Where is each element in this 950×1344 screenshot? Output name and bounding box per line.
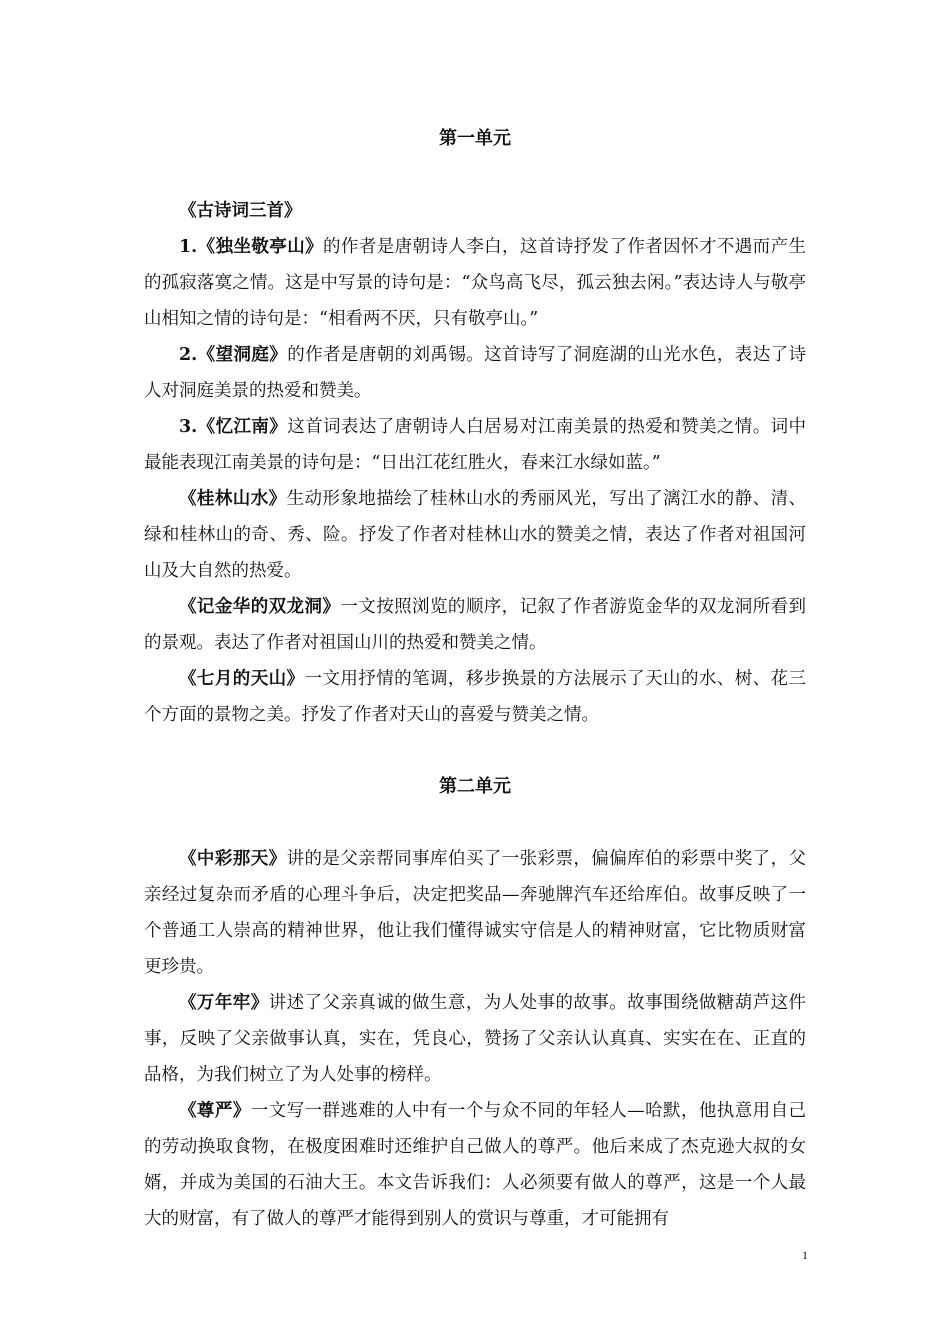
unit1-subtitle: 《古诗词三首》 xyxy=(179,201,302,221)
paragraph-text: 这首词表达了唐朝诗人白居易对江南美景的热爱和赞美之情。词中最能表现江南美景的诗句是：“日出江花红胜火，春来江水绿如蓝。” xyxy=(144,417,806,473)
paragraph xyxy=(144,1093,806,1237)
paragraph-lead: 《记金华的双龙洞》 xyxy=(179,597,341,617)
paragraph-text: 生动形象地描绘了桂林山水的秀丽风光，写出了漓江水的静、清、绿和桂林山的奇、秀、险。抒发了作者对桂林山水的赞美之情，表达了作者对祖国河山及大自然的热爱。 xyxy=(144,489,807,581)
paragraph-lead: 《桂林山水》 xyxy=(179,489,287,509)
paragraph-text: 一文按照浏览的顺序，记叙了作者游览金华的双龙洞所看到的景观。表达了作者对祖国山川的热爱和赞美之情。 xyxy=(144,597,807,653)
page-content xyxy=(144,121,806,1237)
spacer xyxy=(144,157,806,193)
paragraph-text: 的作者是唐朝的刘禹锡。这首诗写了洞庭湖的山光水色，表达了诗人对洞庭美景的热爱和赞美。 xyxy=(144,345,806,401)
paragraph xyxy=(144,409,806,481)
paragraph xyxy=(144,841,806,985)
paragraph-text: 一文写一群逃难的人中有一个与众不同的年轻人—哈默，他执意用自己的劳动换取食物，在极度困难时还维护自己做人的尊严。他后来成了杰克逊大叔的女婿，并成为美国的石油大王。本文告诉我们：人必须要有做人的尊严，这是一个人最大的财富，有了做人的尊严才能得到别人的赏识与尊重，才可能拥有 xyxy=(144,1101,807,1229)
paragraph-text: 一文用抒情的笔调，移步换景的方法展示了天山的水、树、花三个方面的景物之美。抒发了作者对天山的喜爱与赞美之情。 xyxy=(144,669,807,725)
paragraph xyxy=(144,661,806,733)
paragraph xyxy=(144,589,806,661)
paragraph-lead: 2.《望洞庭》 xyxy=(179,345,288,365)
paragraph-lead: 1.《独坐敬亭山》 xyxy=(179,237,323,257)
spacer xyxy=(144,805,806,841)
spacer xyxy=(144,733,806,769)
paragraph-lead: 《万年牢》 xyxy=(179,993,269,1013)
paragraph-lead: 3.《忆江南》 xyxy=(179,417,288,437)
paragraph-text: 的作者是唐朝诗人李白，这首诗抒发了作者因怀才不遇而产生的孤寂落寞之情。这是中写景的诗句是：“众鸟高飞尽，孤云独去闲。”表达诗人与敬亭山相知之情的诗句是：“相看两不厌，只有敬亭山。” xyxy=(144,237,806,329)
page-number: 1 xyxy=(802,1248,808,1262)
paragraph-lead: 《中彩那天》 xyxy=(179,849,287,869)
unit2-title: 第二单元 xyxy=(439,776,511,797)
paragraph xyxy=(144,985,806,1093)
paragraph-lead: 《尊严》 xyxy=(179,1101,251,1121)
paragraph-text: 讲的是父亲帮同事库伯买了一张彩票，偏偏库伯的彩票中奖了，父亲经过复杂而矛盾的心理斗争后，决定把奖品—奔驰牌汽车还给库伯。故事反映了一个普通工人崇高的精神世界，他让我们懂得诚实守信是人的精神财富，它比物质财富更珍贵。 xyxy=(144,849,807,977)
paragraph xyxy=(144,337,806,409)
paragraph-lead: 《七月的天山》 xyxy=(179,669,305,689)
paragraph xyxy=(144,481,806,589)
unit1-title: 第一单元 xyxy=(439,128,511,149)
paragraph xyxy=(144,229,806,337)
paragraph-text: 讲述了父亲真诚的做生意，为人处事的故事。故事围绕做糖葫芦这件事，反映了父亲做事认真，实在，凭良心，赞扬了父亲认认真真、实实在在、正直的品格，为我们树立了为人处事的榜样。 xyxy=(144,993,807,1085)
